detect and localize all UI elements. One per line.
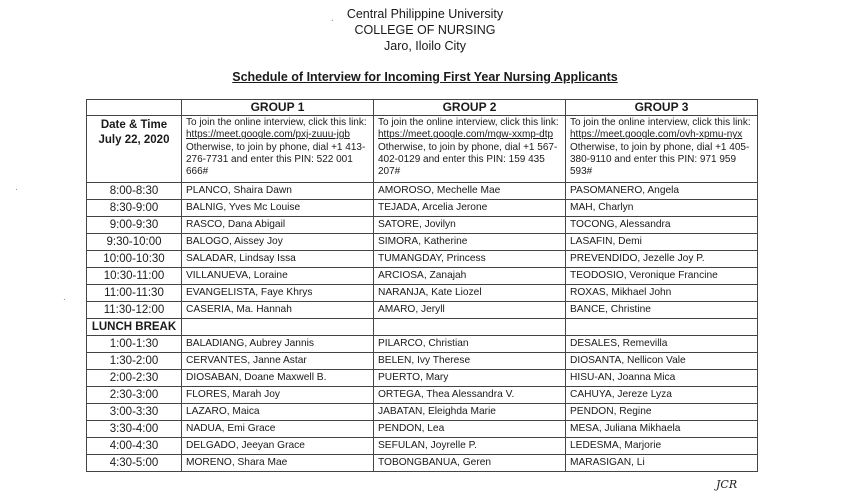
group-1-applicant: LAZARO, Maica [182, 404, 374, 421]
schedule-row [87, 268, 758, 285]
group-3-join-info [566, 116, 758, 183]
group-3-applicant: CAHUYA, Jereze Lyza [566, 387, 758, 404]
time-slot: 4:30-5:00 [87, 455, 182, 472]
time-slot: 8:00-8:30 [87, 183, 182, 200]
group-1-applicant: SALADAR, Lindsay Issa [182, 251, 374, 268]
join-info-row [87, 116, 758, 183]
group-1-applicant: PLANCO, Shaira Dawn [182, 183, 374, 200]
time-slot: 9:30-10:00 [87, 234, 182, 251]
group-2-applicant: AMARO, Jeryll [374, 302, 566, 319]
group-1-applicant: CASERIA, Ma. Hannah [182, 302, 374, 319]
schedule-row [87, 404, 758, 421]
group-3-header: GROUP 3 [566, 100, 758, 116]
group-1-join-info [182, 116, 374, 183]
group-2-applicant: TOBONGBANUA, Geren [374, 455, 566, 472]
empty-cell [566, 319, 758, 336]
group-1-applicant: EVANGELISTA, Faye Khrys [182, 285, 374, 302]
scan-speck: . [331, 13, 334, 24]
group-1-applicant: MORENO, Shara Mae [182, 455, 374, 472]
time-slot: 10:30-11:00 [87, 268, 182, 285]
group-2-applicant: TUMANGDAY, Princess [374, 251, 566, 268]
date-value: July 22, 2020 [98, 134, 170, 146]
group-1-applicant: BALOGO, Aissey Joy [182, 234, 374, 251]
meet-link[interactable]: https://meet.google.com/ovh-xpmu-nyx [570, 129, 743, 141]
schedule-row [87, 336, 758, 353]
group-1-header: GROUP 1 [182, 100, 374, 116]
interview-schedule-table [86, 99, 758, 472]
scan-speck: . [63, 292, 66, 303]
group-2-applicant: BELEN, Ivy Therese [374, 353, 566, 370]
schedule-row [87, 387, 758, 404]
join-text: To join the online interview, click this link: [378, 117, 559, 128]
empty-cell [374, 319, 566, 336]
location: Jaro, Iloilo City [384, 39, 466, 53]
time-slot: 10:00-10:30 [87, 251, 182, 268]
scan-speck: . [15, 182, 18, 193]
document-title: Schedule of Interview for Incoming First Year Nursing Applicants [232, 70, 618, 84]
group-1-applicant: DIOSABAN, Doane Maxwell B. [182, 370, 374, 387]
group-2-join-info [374, 116, 566, 183]
date-cell [87, 116, 182, 183]
document-header [0, 6, 850, 54]
time-slot: 4:00-4:30 [87, 438, 182, 455]
group-2-applicant: NARANJA, Kate Liozel [374, 285, 566, 302]
group-2-applicant: JABATAN, Eleighda Marie [374, 404, 566, 421]
time-slot: 3:00-3:30 [87, 404, 182, 421]
group-2-applicant: SIMORA, Katherine [374, 234, 566, 251]
join-text: To join the online interview, click this link: [186, 117, 367, 128]
group-3-applicant: TOCONG, Alessandra [566, 217, 758, 234]
time-slot: 9:00-9:30 [87, 217, 182, 234]
schedule-row [87, 455, 758, 472]
group-1-applicant: NADUA, Emi Grace [182, 421, 374, 438]
schedule-row [87, 370, 758, 387]
date-time-label: Date & Time [100, 119, 168, 131]
phone-text: Otherwise, to join by phone, dial +1 413-276-7731 and enter this PIN: 522 001 666# [186, 141, 366, 178]
time-slot: 1:00-1:30 [87, 336, 182, 353]
group-3-applicant: ROXAS, Mikhael John [566, 285, 758, 302]
handwritten-initials: JCR [716, 478, 738, 491]
group-3-applicant: DIOSANTA, Nellicon Vale [566, 353, 758, 370]
group-2-header: GROUP 2 [374, 100, 566, 116]
corner-cell [87, 100, 182, 116]
group-1-applicant: FLORES, Marah Joy [182, 387, 374, 404]
group-3-applicant: BANCE, Christine [566, 302, 758, 319]
schedule-row [87, 302, 758, 319]
schedule-row [87, 285, 758, 302]
time-slot: 3:30-4:00 [87, 421, 182, 438]
time-slot: 2:00-2:30 [87, 370, 182, 387]
group-1-applicant: BALNIG, Yves Mc Louise [182, 200, 374, 217]
group-2-applicant: PILARCO, Christian [374, 336, 566, 353]
schedule-row [87, 251, 758, 268]
university-name: Central Philippine University [346, 7, 504, 21]
empty-cell [182, 319, 374, 336]
meet-link[interactable]: https://meet.google.com/mgw-xxmp-dtp [378, 129, 554, 141]
phone-text: Otherwise, to join by phone, dial +1 567-402-0129 and enter this PIN: 159 435 207# [378, 141, 558, 178]
group-3-applicant: TEODOSIO, Veronique Francine [566, 268, 758, 285]
time-slot: 11:00-11:30 [87, 285, 182, 302]
group-2-applicant: SATORE, Jovilyn [374, 217, 566, 234]
group-3-applicant: LEDESMA, Marjorie [566, 438, 758, 455]
meet-link[interactable]: https://meet.google.com/pxj-zuuu-jgb [186, 129, 350, 141]
group-2-applicant: SEFULAN, Joyrelle P. [374, 438, 566, 455]
group-2-applicant: PENDON, Lea [374, 421, 566, 438]
schedule-row [87, 421, 758, 438]
join-text: To join the online interview, click this link: [570, 117, 751, 128]
group-1-applicant: BALADIANG, Aubrey Jannis [182, 336, 374, 353]
group-1-applicant: RASCO, Dana Abigail [182, 217, 374, 234]
lunch-break-label: LUNCH BREAK [87, 319, 182, 336]
group-2-applicant: AMOROSO, Mechelle Mae [374, 183, 566, 200]
group-header-row [87, 100, 758, 116]
group-3-applicant: MAH, Charlyn [566, 200, 758, 217]
group-2-applicant: ORTEGA, Thea Alessandra V. [374, 387, 566, 404]
schedule-row [87, 217, 758, 234]
lunch-break-row [87, 319, 758, 336]
phone-text: Otherwise, to join by phone, dial +1 405-380-9110 and enter this PIN: 971 959 593# [570, 141, 750, 178]
group-1-applicant: VILLANUEVA, Loraine [182, 268, 374, 285]
time-slot: 1:30-2:00 [87, 353, 182, 370]
group-3-applicant: DESALES, Remevilla [566, 336, 758, 353]
group-1-applicant: DELGADO, Jeeyan Grace [182, 438, 374, 455]
schedule-row [87, 183, 758, 200]
schedule-row [87, 234, 758, 251]
group-3-applicant: PENDON, Regine [566, 404, 758, 421]
time-slot: 11:30-12:00 [87, 302, 182, 319]
group-3-applicant: HISU-AN, Joanna Mica [566, 370, 758, 387]
schedule-row [87, 200, 758, 217]
schedule-row [87, 438, 758, 455]
group-2-applicant: TEJADA, Arcelia Jerone [374, 200, 566, 217]
group-3-applicant: MESA, Juliana Mikhaela [566, 421, 758, 438]
group-2-applicant: ARCIOSA, Zanajah [374, 268, 566, 285]
group-3-applicant: MARASIGAN, Li [566, 455, 758, 472]
time-slot: 8:30-9:00 [87, 200, 182, 217]
group-3-applicant: PREVENDIDO, Jezelle Joy P. [566, 251, 758, 268]
group-3-applicant: LASAFIN, Demi [566, 234, 758, 251]
group-3-applicant: PASOMANERO, Angela [566, 183, 758, 200]
group-2-applicant: PUERTO, Mary [374, 370, 566, 387]
college-name: COLLEGE OF NURSING [354, 23, 496, 37]
group-1-applicant: CERVANTES, Janne Astar [182, 353, 374, 370]
time-slot: 2:30-3:00 [87, 387, 182, 404]
schedule-row [87, 353, 758, 370]
